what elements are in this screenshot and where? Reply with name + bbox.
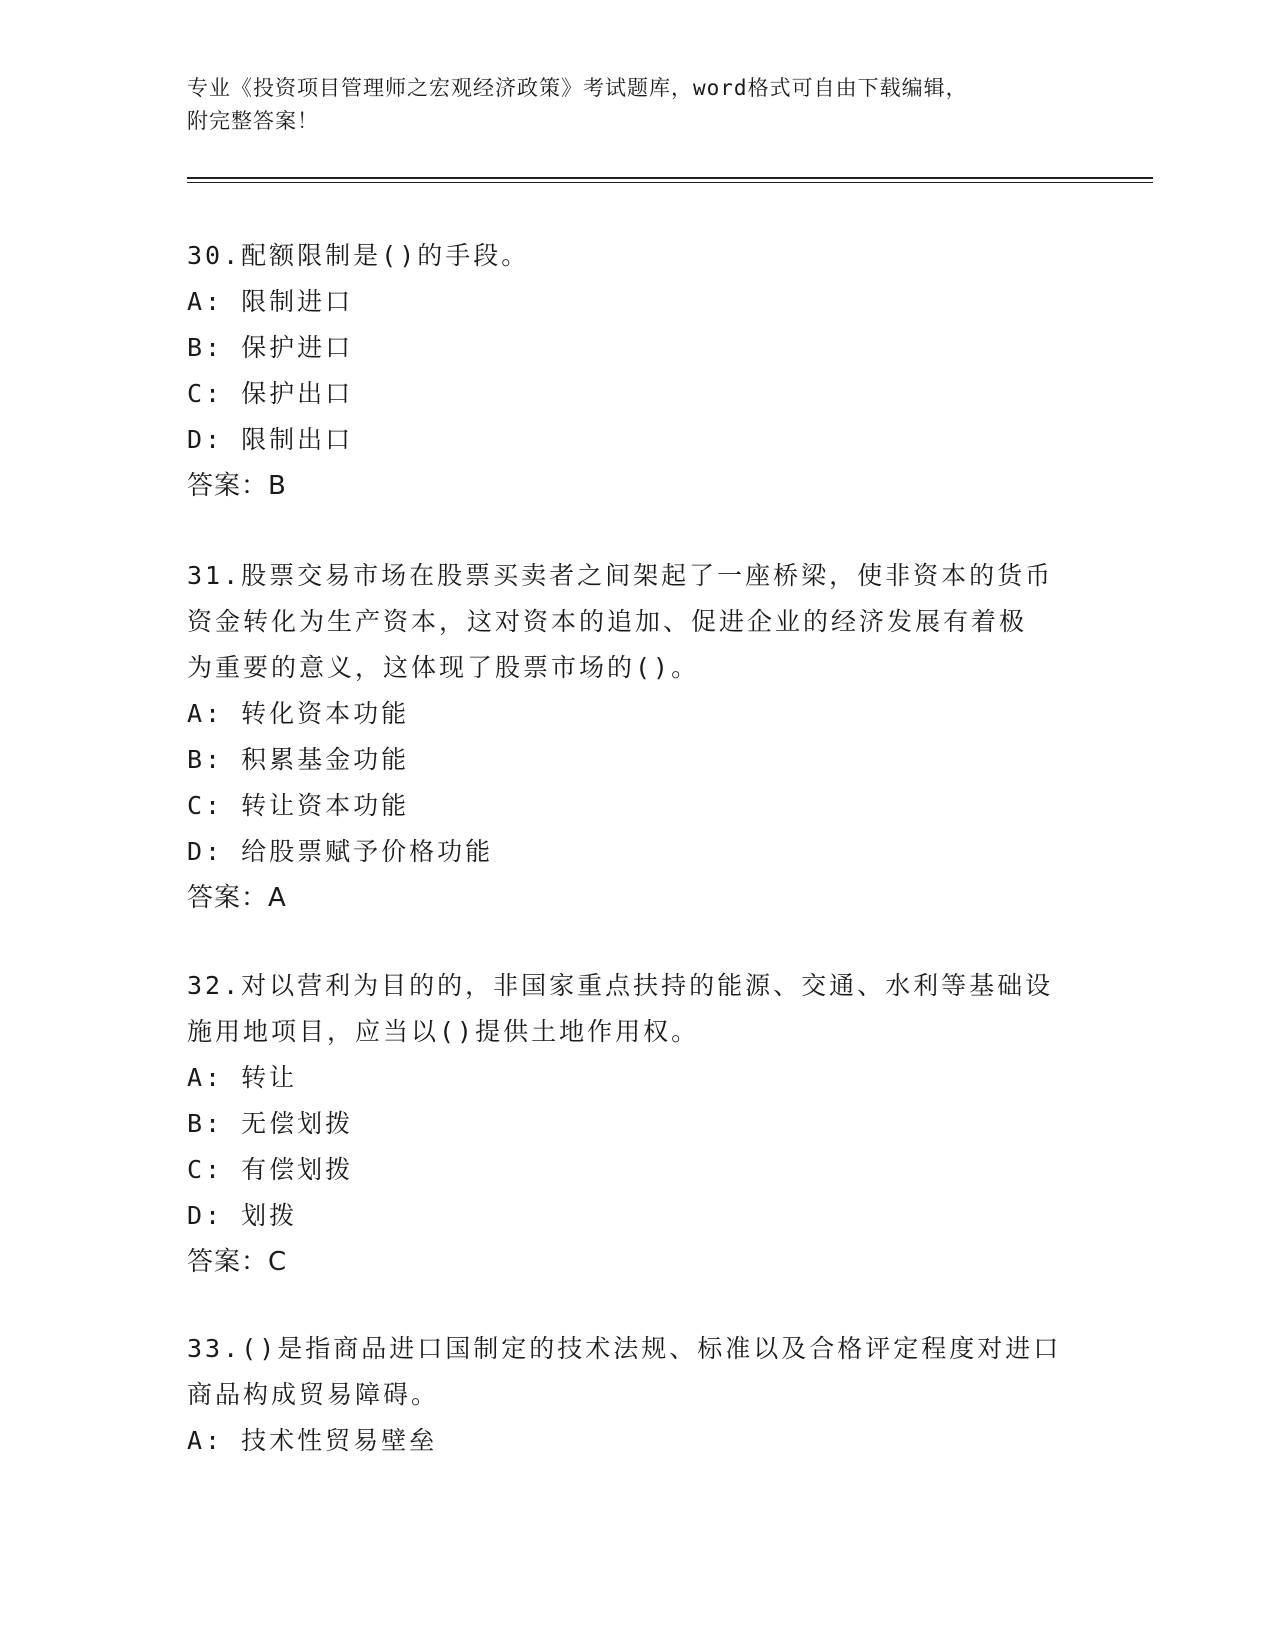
option-b: B: 保护进口	[187, 333, 354, 362]
option-c: C: 转让资本功能	[187, 791, 410, 820]
option-d: D: 给股票赋予价格功能	[187, 837, 494, 866]
question-stem: 31.股票交易市场在股票买卖者之间架起了一座桥梁，使非资本的货币	[187, 561, 1054, 590]
document-header	[187, 72, 1087, 138]
option-a: A: 技术性贸易壁垒	[187, 1426, 438, 1455]
header-divider-thin	[187, 182, 1153, 183]
question-stem: 商品构成贸易障碍。	[187, 1380, 440, 1409]
question-stem: 32.对以营利为目的的，非国家重点扶持的能源、交通、水利等基础设	[187, 971, 1054, 1000]
answer: 答案：A	[187, 883, 287, 913]
header-divider-thick	[187, 177, 1153, 179]
question-stem: 为重要的意义，这体现了股票市场的()。	[187, 653, 700, 682]
question-31	[187, 553, 1087, 921]
option-d: D: 限制出口	[187, 425, 354, 454]
option-d: D: 划拨	[187, 1201, 298, 1230]
question-stem: 30.配额限制是()的手段。	[187, 241, 530, 270]
question-30	[187, 233, 1087, 509]
answer: 答案：B	[187, 471, 287, 501]
option-b: B: 积累基金功能	[187, 745, 410, 774]
option-c: C: 保护出口	[187, 379, 354, 408]
option-b: B: 无偿划拨	[187, 1109, 354, 1138]
question-33	[187, 1326, 1087, 1464]
question-stem: 资金转化为生产资本，这对资本的追加、促进企业的经济发展有着极	[187, 607, 1028, 636]
question-stem: 33.()是指商品进口国制定的技术法规、标准以及合格评定程度对进口	[187, 1334, 1062, 1363]
answer: 答案：C	[187, 1247, 288, 1277]
option-a: A: 转让	[187, 1063, 298, 1092]
question-32	[187, 963, 1087, 1285]
question-stem: 施用地项目，应当以()提供土地作用权。	[187, 1017, 700, 1046]
header-line-1: 专业《投资项目管理师之宏观经济政策》考试题库，word格式可自由下载编辑，	[187, 76, 968, 100]
option-a: A: 限制进口	[187, 287, 354, 316]
option-c: C: 有偿划拨	[187, 1155, 354, 1184]
header-line-2: 附完整答案！	[187, 109, 319, 133]
option-a: A: 转化资本功能	[187, 699, 410, 728]
